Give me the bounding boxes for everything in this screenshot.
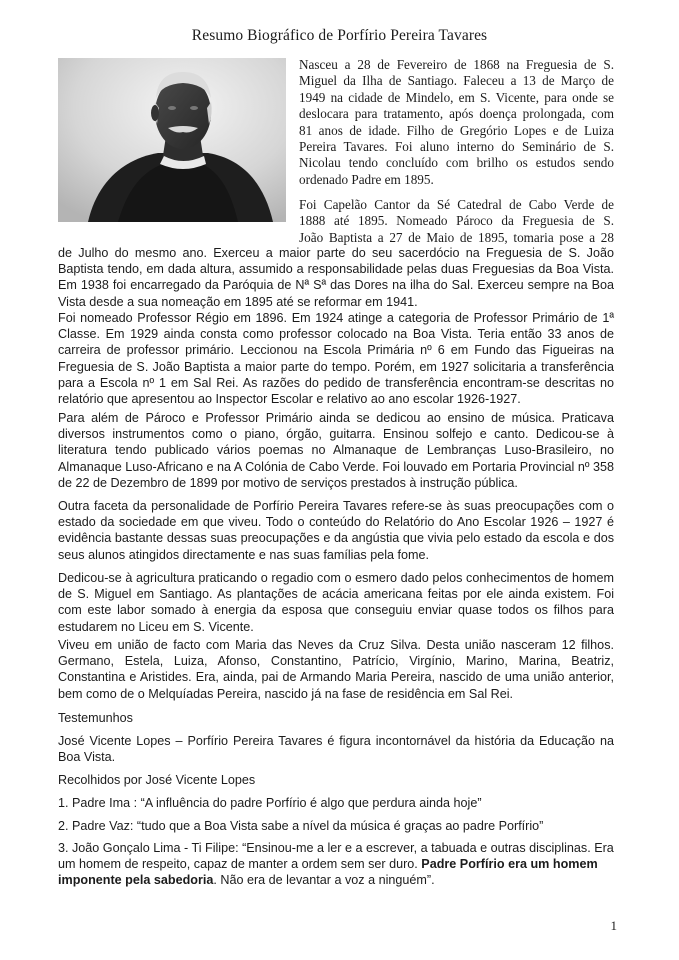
page-title: Resumo Biográfico de Porfírio Pereira Tavares xyxy=(191,27,488,44)
bio-paragraph-society: Outra faceta da personalidade de Porfírio Pereira Tavares refere-se às suas preocupações com o estado da sociedade em que viveu. Todo o conteúdo do Relatório do Ano Escolar 1926 – 1927 é evidência bastante dessas suas preocupações e da angústia que vivia pelo estado da escola e dos seus alunos atingidos directamente e nas suas famílias pela fome. xyxy=(58,499,614,562)
quote-text: 3. João Gonçalo Lima - Ti Filipe: “Ensinou-me a ler e a escrever, a tabuada e outras disciplinas. Era um homem de respeito, capaz de manter a ordem sem ser duro. xyxy=(58,841,614,872)
quote-text-end: . Não era de levantar a voz a ninguém”. xyxy=(213,873,435,888)
quote-bold-text: Padre Porfírio era um homem imponente pela sabedoria xyxy=(58,857,598,888)
bio-paragraph-music: Para além de Pároco e Professor Primário ainda se dedicou ao ensino de música. Praticava diversos instrumentos como o piano, órgão, guitarra. Ensinou solfejo e canto. Dedicou-se à literatura tendo publicado vários poemas no Almanaque de Lembranças Luso-Brasileiro, no Almanaque Luso-Africano e na A Colónia de Cabo Verde. Foi louvado em Portaria Provincial nº 358 de 22 de Dezembro de 1899 por motivo de serviços prestados à instrução pública. xyxy=(58,411,614,490)
text-line: Nasceu a 28 de Fevereiro de 1868 na Freguesia de S. xyxy=(299,57,614,72)
text-line: Nicolau tendo concluído com brilho os estudos sendo xyxy=(299,155,614,171)
quote-ti-filipe xyxy=(58,840,614,889)
text-line: ordenado Padre em 1895. xyxy=(299,171,434,187)
text-line: Foi Capelão Cantor da Sé Catedral de Cabo Verde de xyxy=(299,197,614,212)
bio-paragraph-priesthood: de Julho do mesmo ano. Exerceu a maior parte do seu sacerdócio na Freguesia de S. João Baptista tendo, em dada altura, assumido a responsabilidade pelas duas Freguesias da Boa Vista. Em 1938 foi encarregado da Paróquia de Nª Sª das Dores na ilha do Sal. Exerceu sempre na Boa Vista desde a sua nomeação em 1895 até se reformar em 1941. xyxy=(58,246,614,309)
bio-paragraph-family: Viveu em união de facto com Maria das Neves da Cruz Silva. Desta união nasceram 12 filhos. Germano, Estela, Luiza, Afonso, Constantino, Patrício, Virgínio, Marino, Marina, Beatriz, Constantina e Aristides. Era, ainda, pai de Armando Maria Pereira, nascido de uma união anterior, bem como de o Melquíadas Pereira, nascido já na fase de residência em Sal Rei. xyxy=(58,638,614,701)
bio-paragraph-birth xyxy=(299,57,614,188)
text-line: Pereira Tavares. Foi aluno interno do Seminário de S. xyxy=(299,139,614,155)
bio-paragraph-priesthood-intro xyxy=(299,197,614,246)
text-line: 1949 na cidade de Mindelo, em S. Vicente, para onde se xyxy=(299,89,614,105)
quote-padre-ima: 1. Padre Ima : “A influência do padre Porfírio é algo que perdura ainda hoje” xyxy=(58,796,482,810)
text-line: 81 anos de idade. Filho de Gregório Lopes e de Luiza xyxy=(299,122,614,138)
collected-by: Recolhidos por José Vicente Lopes xyxy=(58,773,256,787)
text-line: Miguel da Ilha de Santiago. Faleceu a 13 de Março de xyxy=(299,73,614,89)
testemunhos-heading: Testemunhos xyxy=(58,711,133,725)
text-line: deslocara para tratamento, após doença prolongada, com xyxy=(299,106,614,122)
text-line: João Baptista a 27 de Maio de 1895, tomaria pose a 28 xyxy=(299,229,614,245)
portrait-photo xyxy=(58,58,286,222)
testimony-statement: José Vicente Lopes – Porfírio Pereira Tavares é figura incontornável da história da Educação na Boa Vista. xyxy=(58,734,614,765)
quote-padre-vaz: 2. Padre Vaz: “tudo que a Boa Vista sabe a nível da música é graças ao padre Porfírio” xyxy=(58,819,544,833)
page-number: 1 xyxy=(610,918,617,933)
bio-paragraph-agriculture: Dedicou-se à agricultura praticando o regadio com o esmero dado pelos conhecimentos de homem de S. Miguel em Santiago. As plantações de acácia americana feitas por ele ainda existem. Foi com este labor somado à energia da esposa que conseguiu enviar quase todos os filhos para estudarem no Liceu em S. Vicente. xyxy=(58,571,614,634)
text-line: 1888 até 1895. Nomeado Pároco da Freguesia de S. xyxy=(299,213,614,229)
portrait-photo-icon xyxy=(58,58,286,222)
bio-paragraph-teaching: Foi nomeado Professor Régio em 1896. Em 1924 atinge a categoria de Professor Primário de 1ª Classe. Em 1929 ainda consta como professor colocado na Boa Vista. Teria então 33 anos de carreira de professor primário. Leccionou na Escola Primária nº 6 em Fundo das Figueiras na Freguesia de S. João Baptista a maior parte do tempo. Porém, em 1927 solicitaria a transferência para a Escola nº 1 em Sal Rei. As razões do pedido de transferência encontram-se descritas no relatório que apresentou ao Inspector Escolar e relativo ao ano escolar 1926-1927. xyxy=(58,311,614,407)
